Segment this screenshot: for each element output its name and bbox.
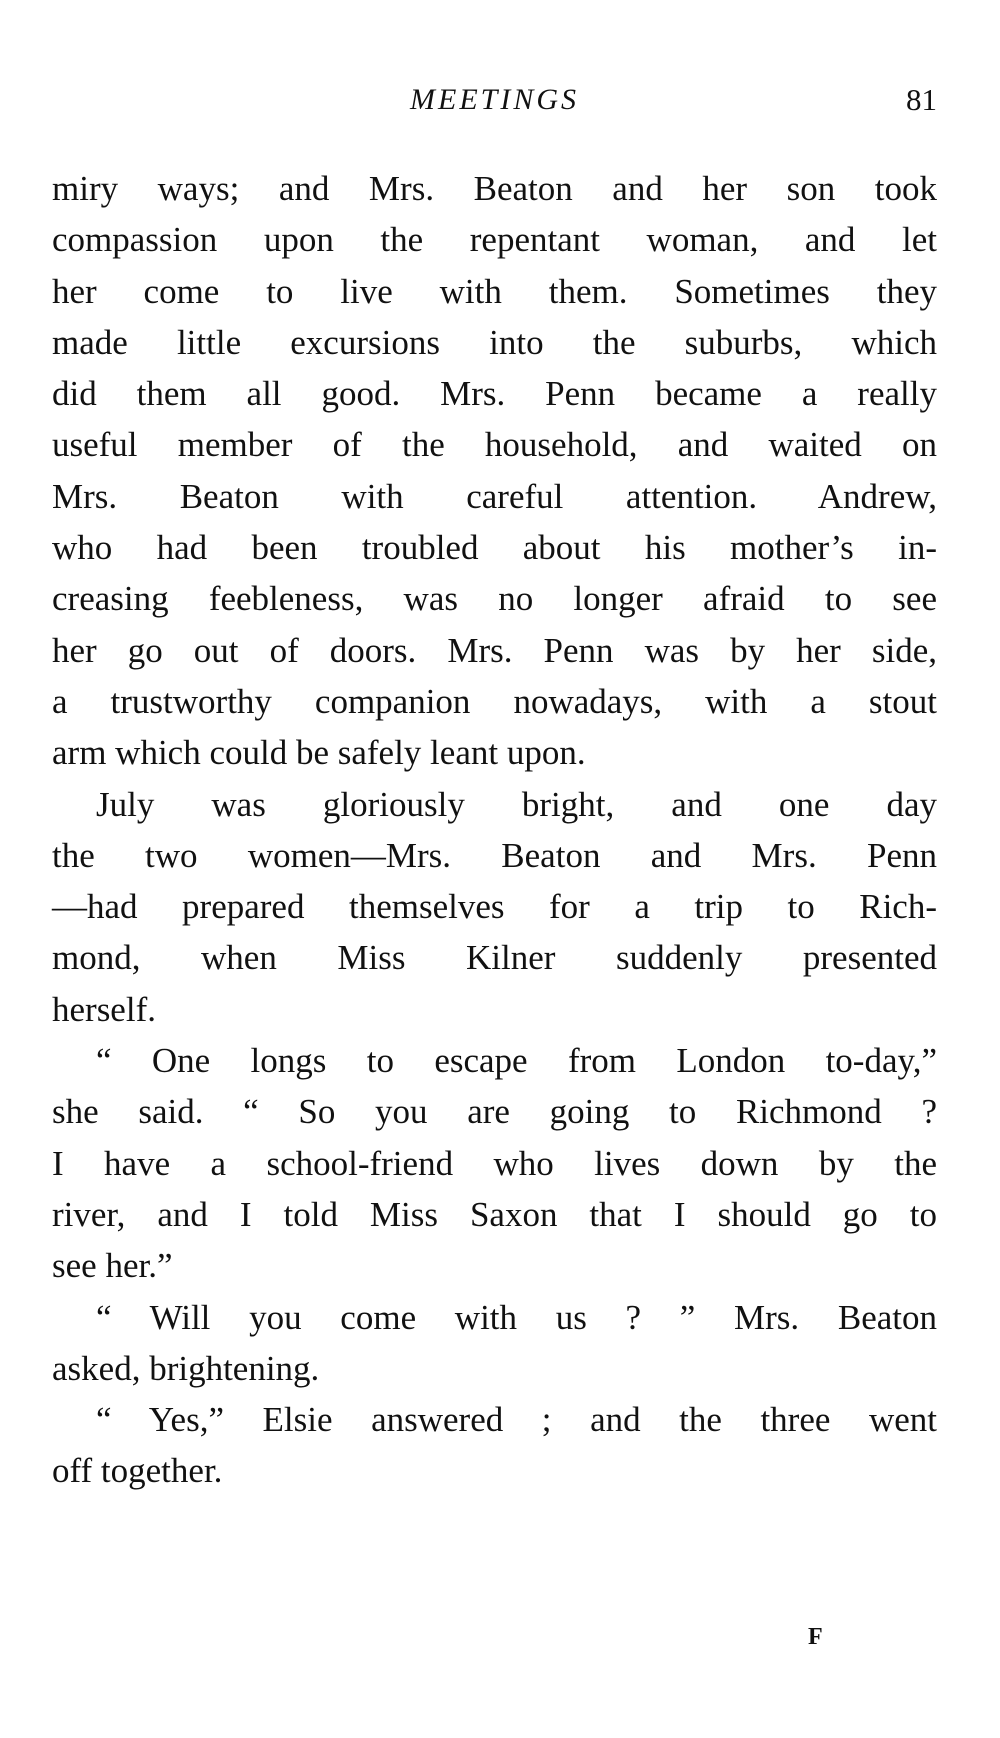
text-line: a trustworthy companion nowadays, with a stout [52, 681, 937, 721]
text-line: see her.” [52, 1246, 173, 1286]
running-head [52, 78, 937, 122]
signature-mark: F [808, 1624, 823, 1650]
text-line: made little excursions into the suburbs, which [52, 322, 937, 362]
text-line: river, and I told Miss Saxon that I should go to [52, 1194, 937, 1234]
text-line: miry ways; and Mrs. Beaton and her son took [52, 169, 937, 208]
text-line: she said. “ So you are going to Richmond ? [52, 1092, 937, 1132]
text-line: herself. [52, 989, 156, 1029]
text-line: compassion upon the repentant woman, and let [52, 220, 937, 260]
page-number: 81 [906, 82, 937, 117]
text-line: creasing feebleness, was no longer afraid to see [52, 579, 937, 619]
body-text [52, 163, 937, 1497]
text-line: her go out of doors. Mrs. Penn was by her side, [52, 630, 937, 670]
text-line: July was gloriously bright, and one day [96, 784, 937, 824]
text-line: asked, brightening. [52, 1348, 320, 1388]
text-line: did them all good. Mrs. Penn became a really [52, 374, 937, 414]
text-line: Mrs. Beaton with careful attention. Andrew, [52, 476, 937, 516]
text-line: the two women—Mrs. Beaton and Mrs. Penn [52, 835, 937, 875]
text-line: I have a school-friend who lives down by the [52, 1143, 937, 1183]
text-line: arm which could be safely leant upon. [52, 733, 586, 773]
text-line: her come to live with them. Sometimes they [52, 271, 937, 311]
text-line: “ Will you come with us ? ” Mrs. Beaton [96, 1297, 937, 1337]
text-line: mond, when Miss Kilner suddenly presented [52, 938, 937, 978]
text-line: who had been troubled about his mother’s in- [52, 528, 937, 568]
text-line: —had prepared themselves for a trip to Rich- [52, 887, 937, 927]
text-line: useful member of the household, and waited on [52, 425, 937, 465]
text-line: off together. [52, 1451, 223, 1491]
text-line: “ Yes,” Elsie answered ; and the three went [96, 1400, 937, 1440]
running-title: MEETINGS [410, 83, 579, 116]
text-line: “ One longs to escape from London to-day,” [96, 1041, 937, 1081]
